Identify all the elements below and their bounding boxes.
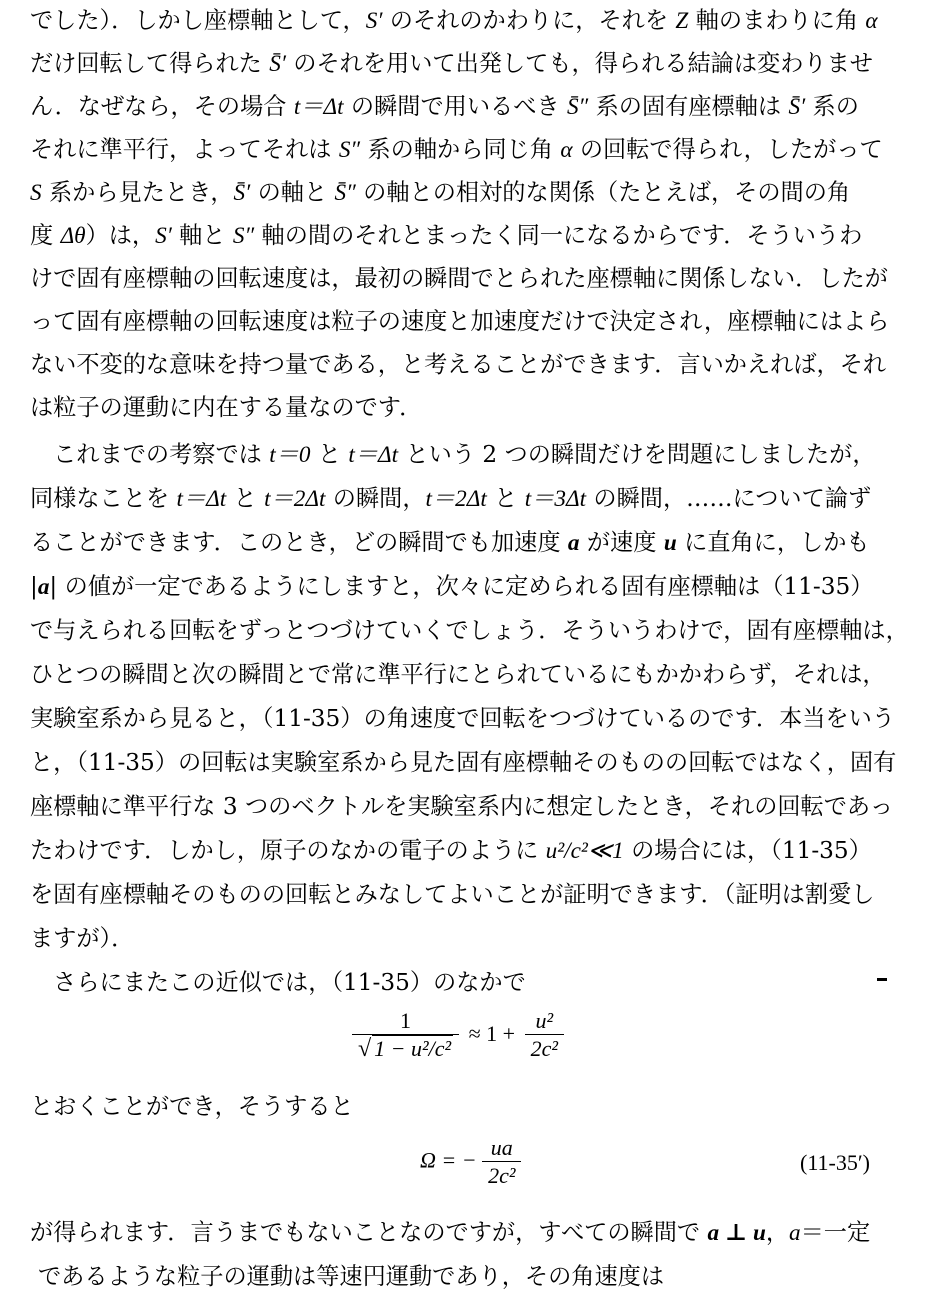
math: α	[560, 137, 573, 163]
text: さらにまたこの近似では，（11-35）のなかで	[30, 969, 526, 996]
radicand: 1 − u²/c²	[374, 1036, 452, 1061]
text: 軸のまわりに角	[688, 7, 866, 34]
text: の軸と	[250, 179, 335, 206]
text: 系の	[805, 93, 859, 120]
math: S	[30, 180, 42, 206]
text: ることができます．このとき，どの瞬間でも加速度	[30, 529, 568, 556]
text: と	[486, 485, 525, 512]
math: S′	[155, 223, 172, 249]
math: a	[37, 574, 50, 600]
equation-1	[352, 1008, 564, 1063]
math: t＝3Δt	[524, 486, 587, 512]
text: の瞬間，	[325, 485, 426, 512]
text-line	[30, 1218, 870, 1248]
math: S̄″	[334, 180, 356, 206]
text: 系の軸から同じ角	[360, 136, 561, 163]
equation-number: (11-35′)	[800, 1150, 870, 1175]
text: 座標軸に準平行な 3 つのベクトルを実験室系内に想定したとき，それの回転であっ	[30, 793, 894, 820]
text: 軸と	[171, 222, 233, 249]
stray-mark	[877, 978, 887, 981]
denominator: 2c²	[482, 1161, 521, 1190]
text-line	[30, 135, 883, 165]
numerator: 1	[400, 1008, 412, 1033]
text: って固有座標軸の回転速度は粒子の速度と加速度だけで決定され，座標軸にはよら	[30, 308, 890, 335]
math: S″	[338, 137, 361, 163]
text: 度	[30, 222, 61, 249]
equation-label	[800, 1150, 870, 1176]
text-line	[30, 393, 422, 423]
text-line	[30, 792, 893, 822]
math: t＝Δt	[176, 486, 227, 512]
math: t＝2Δt	[264, 486, 326, 512]
text: ん．なぜなら，その場合	[30, 93, 294, 120]
text-line	[30, 6, 878, 36]
text: ，	[765, 1219, 790, 1246]
text-line	[30, 572, 873, 602]
text-line	[38, 1262, 664, 1292]
math: a	[789, 1220, 801, 1246]
text-line	[30, 92, 859, 122]
text: ますが）．	[30, 925, 135, 952]
math: S̄′	[788, 94, 806, 120]
text: とおくことができ，そうすると	[30, 1093, 354, 1120]
math: Z	[675, 8, 689, 34]
text-line	[30, 880, 874, 910]
text: だけ回転して得られた	[30, 50, 270, 77]
text-line	[30, 748, 896, 778]
math: a ⊥ u	[707, 1220, 766, 1246]
text-line	[30, 616, 909, 646]
text-line	[30, 178, 850, 208]
fraction	[525, 1008, 564, 1063]
text-line	[30, 660, 886, 690]
text: けで固有座標軸の回転速度は，最初の瞬間でとられた座標軸に関係しない．したが	[30, 265, 888, 292]
text: 同様なことを	[30, 485, 177, 512]
equation-2	[420, 1135, 521, 1190]
text: の瞬間，……について論ず	[586, 485, 872, 512]
text: | の値が一定であるようにしますと，次々に定められる固有座標軸は（11-35）	[49, 573, 874, 600]
text: の回転で得られ，したがって	[572, 136, 883, 163]
text: と，（11-35）の回転は実験室系から見た固有座標軸そのものの回転ではなく，固有	[30, 749, 897, 776]
numerator: ua	[490, 1135, 513, 1160]
text-line	[30, 1092, 354, 1122]
text: |	[30, 573, 38, 600]
math: u	[663, 530, 677, 556]
math: S̄′	[269, 51, 286, 77]
numerator: u²	[535, 1008, 554, 1033]
text-line	[30, 49, 873, 79]
text: のそれを用いて出発しても，得られる結論は変わりませ	[285, 50, 873, 77]
math: t＝Δt	[348, 442, 399, 468]
math: S̄′	[233, 180, 251, 206]
text: これまでの考察では	[30, 441, 270, 468]
text: が速度	[579, 529, 664, 556]
math: t＝2Δt	[425, 486, 487, 512]
text: それに準平行，よってそれは	[30, 136, 339, 163]
fraction	[352, 1008, 459, 1063]
text-line	[30, 350, 886, 380]
fraction	[482, 1135, 521, 1190]
text-line	[30, 528, 870, 558]
text: ）は，	[85, 222, 156, 249]
math: S″	[232, 223, 255, 249]
text-line	[30, 836, 872, 866]
text: という 2 つの瞬間だけを問題にしましたが，	[398, 441, 876, 468]
math: a	[567, 530, 580, 556]
text: を固有座標軸そのものの回転とみなしてよいことが証明できます．（証明は割愛し	[30, 881, 875, 908]
denominator: 2c²	[525, 1034, 564, 1063]
text: であるような粒子の運動は等速円運動であり，その角速度は	[38, 1263, 665, 1290]
text: ひとつの瞬間と次の瞬間とで常に準平行にとられているにもかかわらず，それは，	[30, 661, 886, 688]
text: 系の固有座標軸は	[588, 93, 789, 120]
text-line	[30, 484, 871, 514]
denominator	[352, 1034, 459, 1063]
text: の瞬間で用いるべき	[343, 93, 567, 120]
text-line	[30, 924, 134, 954]
text-line	[30, 704, 895, 734]
text: の場合には，（11-35）	[623, 837, 872, 864]
approx-sign: ≈ 1 +	[468, 1020, 516, 1046]
text: が得られます．言うまでもないことなのですが，すべての瞬間で	[30, 1219, 708, 1246]
text-line	[30, 968, 526, 998]
math: Δθ	[60, 223, 86, 249]
text: と	[226, 485, 265, 512]
sqrt-icon: √	[358, 1036, 372, 1062]
text-line	[30, 440, 876, 470]
text: のそれのかわりに，それを	[382, 7, 676, 34]
text-line	[30, 307, 889, 337]
text-line	[30, 264, 888, 294]
text: ＝一定	[800, 1219, 871, 1246]
text: 軸の間のそれとまったく同一になるからです．そういうわ	[254, 222, 863, 249]
math: S′	[365, 8, 383, 34]
text-line	[30, 221, 862, 251]
text: たわけです．しかし，原子のなかの電子のように	[30, 837, 546, 864]
text: に直角に，しかも	[676, 529, 870, 556]
text: と	[310, 441, 349, 468]
text: で与えられる回転をずっとつづけていくでしょう．そういうわけで，固有座標軸は，	[30, 617, 909, 644]
text: でした）．しかし座標軸として，	[30, 7, 366, 34]
equation-lhs: Ω = −	[420, 1147, 477, 1173]
text: は粒子の運動に内在する量なのです．	[30, 394, 423, 421]
text: ない不変的な意味を持つ量である，と考えることができます．言いかえれば，それ	[30, 351, 887, 378]
math: t＝0	[269, 442, 311, 468]
math: u²/c²≪1	[545, 838, 624, 864]
math: α	[865, 8, 878, 34]
text: 実験室系から見ると，（11-35）の角速度で回転をつづけているのです．本当をいう	[30, 705, 895, 732]
text: 系から見たとき，	[41, 179, 234, 206]
math: S̄″	[566, 94, 589, 120]
text: の軸との相対的な関係（たとえば，その間の角	[355, 179, 851, 206]
math: t＝Δt	[293, 94, 344, 120]
